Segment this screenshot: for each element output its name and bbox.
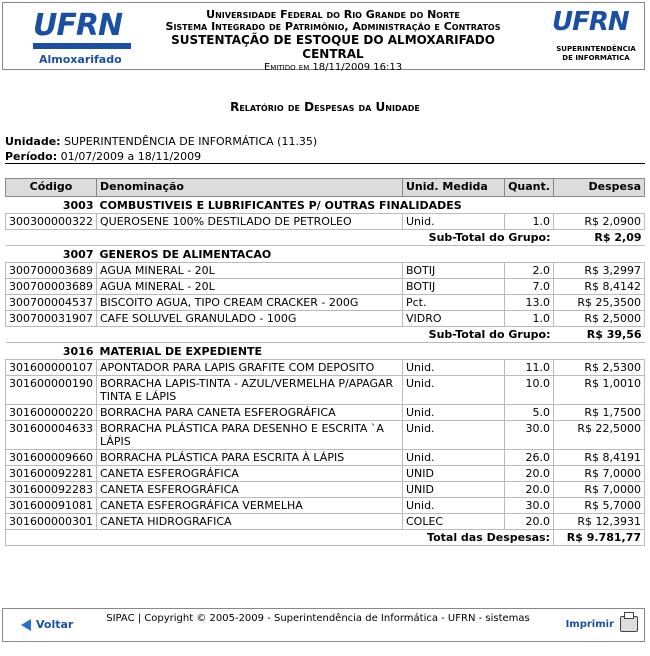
- group-name: MATERIAL DE EXPEDIENTE: [97, 343, 645, 360]
- sinfo-logo: [552, 7, 634, 67]
- item-expense: R$ 7,0000: [554, 482, 645, 498]
- item-name: BORRACHA PLÁSTICA PARA DESENHO E ESCRITA `A LÁPIS: [97, 421, 403, 450]
- report-title: Relatório de Despesas da Unidade: [230, 100, 420, 114]
- item-expense: R$ 3,2997: [554, 263, 645, 279]
- col-header-codigo: Código: [6, 179, 97, 197]
- table-row: [6, 263, 645, 279]
- unidade-value: SUPERINTENDÊNCIA DE INFORMÁTICA (11.35): [64, 135, 318, 148]
- logo-caption: Almoxarifado: [39, 53, 122, 66]
- arrow-left-icon: [21, 619, 31, 631]
- item-expense: R$ 1,0010: [554, 376, 645, 405]
- item-quantity: 30.0: [505, 421, 554, 450]
- subtotal-value: R$ 39,56: [554, 327, 645, 343]
- periodo-value: 01/07/2009 a 18/11/2009: [60, 150, 202, 163]
- item-code: 300700003689: [6, 263, 97, 279]
- item-unit: UNID: [403, 466, 505, 482]
- table-row: [6, 295, 645, 311]
- col-header-unid: Unid. Medida: [403, 179, 505, 197]
- item-unit: Unid.: [403, 498, 505, 514]
- item-quantity: 2.0: [505, 263, 554, 279]
- item-unit: COLEC: [403, 514, 505, 530]
- item-unit: Unid.: [403, 405, 505, 421]
- table-row: [6, 498, 645, 514]
- expenses-table: [5, 178, 645, 546]
- table-row: [6, 450, 645, 466]
- col-header-denominacao: Denominação: [97, 179, 403, 197]
- table-row: [6, 279, 645, 295]
- item-unit: Unid.: [403, 376, 505, 405]
- item-expense: R$ 8,4191: [554, 450, 645, 466]
- item-code: 301600000190: [6, 376, 97, 405]
- item-code: 301600000301: [6, 514, 97, 530]
- item-code: 301600004633: [6, 421, 97, 450]
- back-button[interactable]: [21, 618, 73, 631]
- item-unit: Unid.: [403, 214, 505, 230]
- subtotal-label: Sub-Total do Grupo:: [6, 327, 554, 343]
- item-quantity: 11.0: [505, 360, 554, 376]
- ufrn-logo-text: UFRN: [33, 8, 123, 43]
- back-label: Voltar: [36, 618, 74, 631]
- item-quantity: 20.0: [505, 514, 554, 530]
- item-code: 300700003689: [6, 279, 97, 295]
- university-name: Universidade Federal do Rio Grande do Norte: [206, 8, 460, 21]
- item-name: AGUA MINERAL - 20L: [97, 263, 403, 279]
- table-row: [6, 482, 645, 498]
- item-unit: Unid.: [403, 360, 505, 376]
- report-header: [2, 2, 645, 73]
- item-code: 300700004537: [6, 295, 97, 311]
- group-code: 3007: [6, 246, 97, 263]
- item-quantity: 5.0: [505, 405, 554, 421]
- subtotal-row: [6, 327, 645, 343]
- total-label: Total das Despesas:: [6, 530, 554, 546]
- group-name: COMBUSTIVEIS E LUBRIFICANTES P/ OUTRAS FINALIDADES: [97, 197, 645, 214]
- item-name: AGUA MINERAL - 20L: [97, 279, 403, 295]
- table-row: [6, 214, 645, 230]
- total-row: [6, 530, 645, 546]
- item-code: 301600091081: [6, 498, 97, 514]
- print-button[interactable]: [566, 616, 638, 632]
- item-expense: R$ 7,0000: [554, 466, 645, 482]
- col-header-quant: Quant.: [505, 179, 554, 197]
- item-expense: R$ 12,3931: [554, 514, 645, 530]
- page-footer: [2, 608, 645, 642]
- item-name: BISCOITO AGUA, TIPO CREAM CRACKER - 200G: [97, 295, 403, 311]
- report-meta: [5, 134, 317, 164]
- item-quantity: 13.0: [505, 295, 554, 311]
- subtotal-label: Sub-Total do Grupo:: [6, 230, 554, 246]
- item-unit: Unid.: [403, 450, 505, 466]
- item-code: 301600000107: [6, 360, 97, 376]
- table-header-row: [6, 179, 645, 197]
- item-quantity: 1.0: [505, 311, 554, 327]
- table-row: [6, 311, 645, 327]
- group-name: GENEROS DE ALIMENTACAO: [97, 246, 645, 263]
- subtotal-value: R$ 2,09: [554, 230, 645, 246]
- table-row: [6, 376, 645, 405]
- item-unit: Unid.: [403, 421, 505, 450]
- item-quantity: 20.0: [505, 482, 554, 498]
- item-unit: BOTIJ: [403, 279, 505, 295]
- item-code: 301600000220: [6, 405, 97, 421]
- item-quantity: 10.0: [505, 376, 554, 405]
- module-name: SUSTENTAÇÃO DE ESTOQUE DO ALMOXARIFADO CENTRAL: [171, 33, 495, 61]
- item-unit: VIDRO: [403, 311, 505, 327]
- item-name: CANETA ESFEROGRÁFICA VERMELHA: [97, 498, 403, 514]
- table-row: [6, 360, 645, 376]
- group-row: [6, 246, 645, 263]
- subtotal-row: [6, 230, 645, 246]
- item-unit: BOTIJ: [403, 263, 505, 279]
- printer-icon: [620, 616, 638, 632]
- item-expense: R$ 8,4142: [554, 279, 645, 295]
- item-name: CANETA HIDROGRAFICA: [97, 514, 403, 530]
- group-row: [6, 197, 645, 214]
- periodo-label: Período:: [5, 150, 58, 163]
- item-quantity: 26.0: [505, 450, 554, 466]
- item-expense: R$ 5,7000: [554, 498, 645, 514]
- table-row: [6, 405, 645, 421]
- divider: [5, 163, 645, 164]
- copyright-text: SIPAC | Copyright © 2005-2009 - Superintendência de Informática - UFRN - sistemas: [106, 613, 530, 624]
- item-name: APONTADOR PARA LAPIS GRAFITE COM DEPOSITO: [97, 360, 403, 376]
- group-code: 3003: [6, 197, 97, 214]
- sinfo-logo-text: UFRN: [552, 7, 629, 37]
- item-quantity: 20.0: [505, 466, 554, 482]
- item-unit: Pct.: [403, 295, 505, 311]
- item-name: CANETA ESFEROGRÁFICA: [97, 482, 403, 498]
- item-name: QUEROSENE 100% DESTILADO DE PETROLEO: [97, 214, 403, 230]
- sinfo-logo-caption: SUPERINTENDÊNCIA DE INFORMÁTICA: [556, 45, 636, 62]
- col-header-despesa: Despesa: [554, 179, 645, 197]
- item-code: 301600009660: [6, 450, 97, 466]
- item-name: BORRACHA PARA CANETA ESFEROGRÁFICA: [97, 405, 403, 421]
- item-name: BORRACHA LAPIS-TINTA - AZUL/VERMELHA P/APAGAR TINTA E LÁPIS: [97, 376, 403, 405]
- total-value: R$ 9.781,77: [554, 530, 645, 546]
- item-name: CAFE SOLUVEL GRANULADO - 100G: [97, 311, 403, 327]
- item-code: 300300000322: [6, 214, 97, 230]
- item-expense: R$ 2,5300: [554, 360, 645, 376]
- unidade-label: Unidade:: [5, 135, 61, 148]
- item-code: 300700031907: [6, 311, 97, 327]
- table-row: [6, 514, 645, 530]
- item-name: BORRACHA PLÁSTICA PARA ESCRITA À LÁPIS: [97, 450, 403, 466]
- print-label: Imprimir: [565, 618, 614, 630]
- group-row: [6, 343, 645, 360]
- header-titles: [143, 9, 523, 75]
- item-code: 301600092283: [6, 482, 97, 498]
- item-unit: UNID: [403, 482, 505, 498]
- table-row: [6, 466, 645, 482]
- system-name: Sistema Integrado de Patrimônio, Administração e Contratos: [165, 20, 501, 33]
- item-expense: R$ 2,5000: [554, 311, 645, 327]
- item-name: CANETA ESFEROGRÁFICA: [97, 466, 403, 482]
- item-expense: R$ 2,0900: [554, 214, 645, 230]
- group-code: 3016: [6, 343, 97, 360]
- ufrn-logo: [31, 9, 131, 67]
- emission-date: Emitido em 18/11/2009 16:13: [263, 62, 403, 73]
- item-code: 301600092281: [6, 466, 97, 482]
- table-body: [6, 197, 645, 546]
- item-expense: R$ 22,5000: [554, 421, 645, 450]
- item-expense: R$ 1,7500: [554, 405, 645, 421]
- item-quantity: 30.0: [505, 498, 554, 514]
- table-row: [6, 421, 645, 450]
- item-quantity: 7.0: [505, 279, 554, 295]
- item-quantity: 1.0: [505, 214, 554, 230]
- ufrn-logo-band: [33, 43, 131, 49]
- item-expense: R$ 25,3500: [554, 295, 645, 311]
